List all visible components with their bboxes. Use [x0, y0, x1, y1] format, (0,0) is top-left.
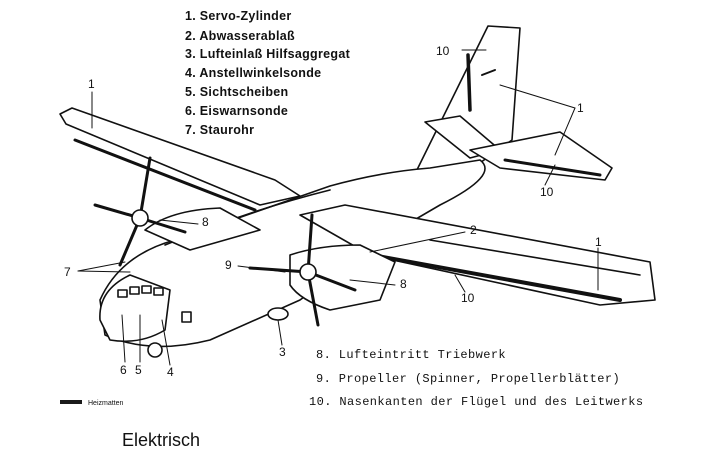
callout-9: 9 — [225, 258, 232, 272]
heating-mat-key — [60, 400, 124, 407]
callout-10-wing: 10 — [461, 291, 475, 305]
callout-5: 5 — [135, 363, 142, 377]
legend-item-1: 1. Servo-Zylinder — [185, 9, 292, 23]
windshield-4 — [154, 288, 163, 295]
legend-bottom — [309, 348, 643, 409]
callout-8-right: 8 — [400, 277, 407, 291]
legend-item-2: 2. Abwasserablaß — [185, 29, 295, 43]
callout-4: 4 — [167, 365, 174, 379]
legend-item-9: 9. Propeller (Spinner, Propellerblätter) — [316, 372, 621, 386]
callout-1-left-wing: 1 — [88, 77, 95, 91]
legend-item-3: 3. Lufteinlaß Hilfsaggregat — [185, 47, 351, 61]
legend-item-7: 7. Staurohr — [185, 123, 255, 137]
legend-item-6: 6. Eiswarnsonde — [185, 104, 289, 118]
callout-10-stabilizer: 10 — [540, 185, 554, 199]
callout-1-right-wing: 1 — [595, 235, 602, 249]
aircraft-drawing — [60, 26, 655, 365]
windshield-3 — [142, 286, 151, 293]
left-wing — [60, 108, 300, 205]
legend-item-10: 10. Nasenkanten der Flügel und des Leitwerks — [309, 395, 644, 409]
nose-wheel — [148, 343, 162, 357]
callout-7: 7 — [64, 265, 71, 279]
legend-item-5: 5. Sichtscheiben — [185, 85, 289, 99]
legend-item-8: 8. Lufteintritt Triebwerk — [316, 348, 507, 362]
heating-mat-label: Heizmatten — [88, 400, 124, 407]
windshield-1 — [118, 290, 127, 297]
legend-top — [185, 9, 351, 137]
callout-2: 2 — [470, 223, 477, 237]
caption: Elektrisch — [122, 430, 201, 450]
callout-1-tail: 1 — [577, 101, 584, 115]
right-nacelle-intake — [268, 308, 288, 320]
callout-10-fin: 10 — [436, 44, 450, 58]
callout-6: 6 — [120, 363, 127, 377]
callout-8-left: 8 — [202, 215, 209, 229]
heating-mat-swatch — [60, 400, 82, 404]
side-window — [182, 312, 191, 322]
legend-item-4: 4. Anstellwinkelsonde — [185, 66, 322, 80]
fin-leading-edge-mat — [468, 55, 470, 110]
callout-3: 3 — [279, 345, 286, 359]
windshield-2 — [130, 287, 139, 294]
